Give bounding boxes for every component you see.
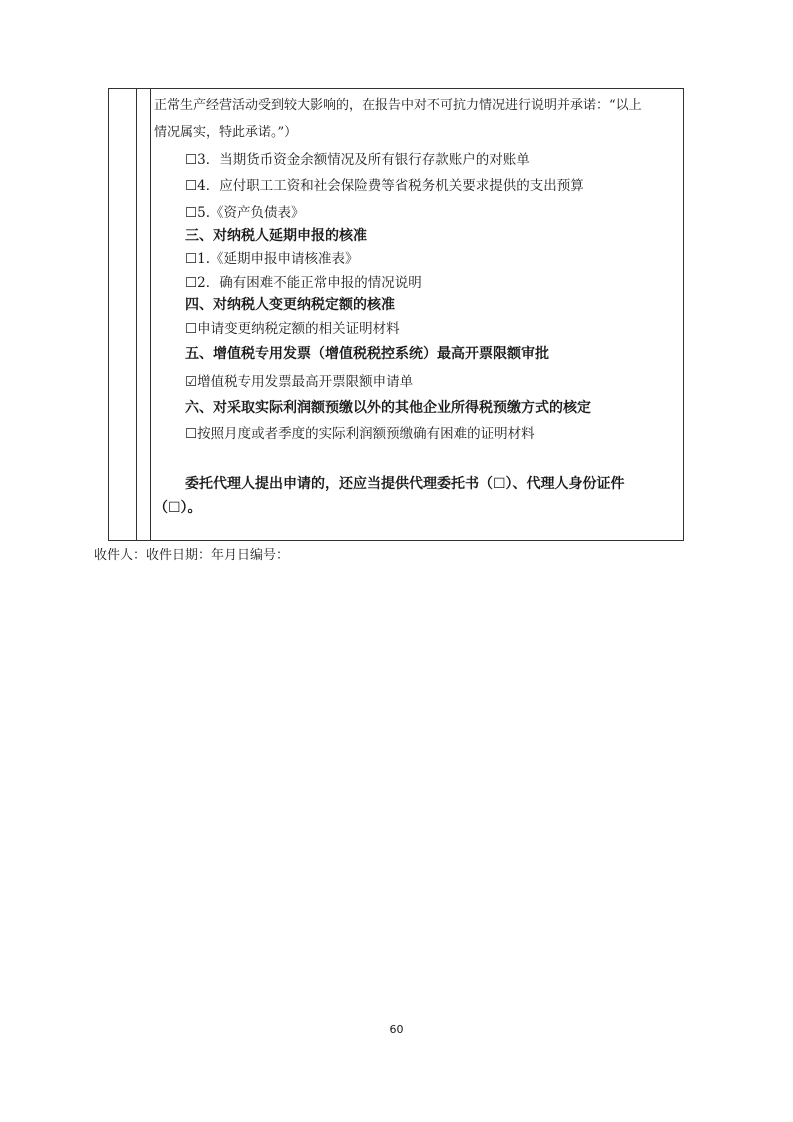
commitment-closing-text: 情况属实，特此承诺。”） [154,125,298,140]
checklist-item-bank-statements: ☐3．当期货币资金余额情况及所有银行存款账户的对账单 [185,152,530,168]
table-column-number [109,89,137,540]
checklist-item-invoice-limit-application: ☑增值税专用发票最高开票限额申请单 [185,374,414,390]
checklist-item-difficulty-explanation: ☐2．确有困难不能正常申报的情况说明 [185,275,422,291]
materials-list-cell [151,89,683,540]
page-number: 60 [389,1023,404,1036]
checklist-item-prepayment-evidence: ☐按照月度或者季度的实际利润额预缴确有困难的证明材料 [185,426,535,442]
receipt-info-line: 收件人：收件日期：年月日编号： [94,548,290,563]
section-heading-deferred-filing: 三、对纳税人延期申报的核准 [185,228,367,244]
agent-requirement-text-continued: （☐）。 [154,500,202,516]
section-heading-vat-invoice-limit: 五、增值税专用发票（增值税税控系统）最高开票限额审批 [185,346,549,362]
force-majeure-commitment-text: 正常生产经营活动受到较大影响的，在报告中对不可抗力情况进行说明并承诺：“以上 [154,98,642,113]
checklist-item-deferral-form: ☐1.《延期申报申请核准表》 [185,251,359,267]
checklist-item-quota-evidence: ☐申请变更纳税定额的相关证明材料 [185,321,400,337]
table-column-label [136,89,151,540]
section-heading-income-tax-prepayment: 六、对采取实际利润额预缴以外的其他企业所得税预缴方式的核定 [185,400,591,416]
agent-requirement-text: 委托代理人提出申请的，还应当提供代理委托书（☐）、代理人身份证件 [185,476,625,492]
application-form-table [108,88,684,541]
checklist-item-wage-budget: ☐4．应付职工工资和社会保险费等省税务机关要求提供的支出预算 [185,178,584,194]
checklist-item-balance-sheet: ☐5.《资产负债表》 [185,205,305,221]
section-heading-tax-quota-change: 四、对纳税人变更纳税定额的核准 [185,297,395,313]
